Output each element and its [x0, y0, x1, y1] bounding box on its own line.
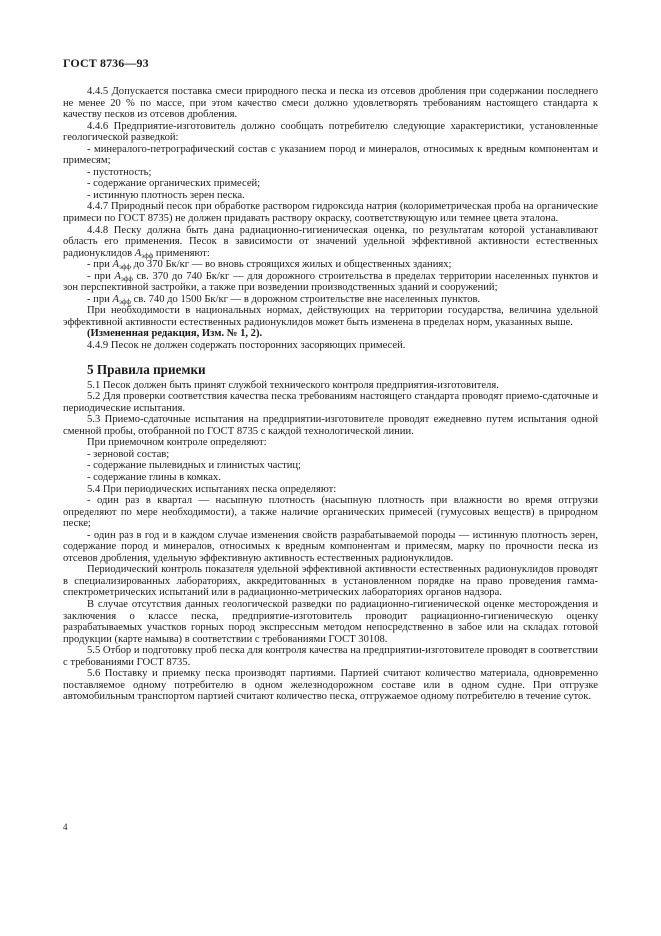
- paragraph-4-4-8-note: При необходимости в национальных нормах, действующих на территории государства, величина удельной эффективной активности естественных радионуклидов может быть изменена в пределах норм, указанных выше.: [63, 305, 598, 328]
- list-item: - содержание глины в комках.: [87, 471, 221, 483]
- paragraph-4-4-5: 4.4.5 Допускается поставка смеси природного песка и песка из отсевов дробления при содержании последнего не менее 20 % по массе, при этом качество смеси должно удовлетворять требованиям настоящего стандарта к качеству песков из отсевов дробления.: [63, 86, 598, 121]
- activity-symbol: A: [134, 247, 142, 259]
- list-item: - минералого-петрографический состав с указанием пород и минералов, относимых к вредным компонентам и примесям;: [63, 143, 598, 167]
- paragraph-5-5: 5.5 Отбор и подготовку проб песка для контроля качества на предприятии-изготовителе проводят в соответствии с требованиями ГОСТ 8735.: [63, 645, 598, 668]
- paragraph-5-4-periodic: Периодический контроль показателя удельной эффективной активности естественных радионуклидов проводят в специализированных лабораториях, аккредитованных в установленном порядке на право проведения гамма-спектрометрических испытаний или в радиационно-метрических лабораториях органов надзора.: [63, 564, 598, 599]
- paragraph-4-4-7: 4.4.7 Природный песок при обработке раствором гидроксида натрия (колориметрическая проба на органические примеси по ГОСТ 8735) не должен придавать раствору окраску, соответствующую или темнее цвета эталона.: [63, 201, 598, 225]
- list-item: - зерновой состав;: [87, 448, 170, 460]
- document-body: [63, 86, 598, 703]
- list-item: - при $A_{эфф}$ св. 370 до 740 Бк/кг — для дорожного строительства в пределах территории населенных пунктов и зон перспективной застройки, а также при возведении производственных зданий и сооружений;: [63, 270, 598, 294]
- paragraph-4-4-9: 4.4.9 Песок не должен содержать посторонних засоряющих примесей.: [87, 340, 406, 352]
- paragraph-5-4: 5.4 При периодических испытаниях песка определяют:: [87, 483, 337, 495]
- list-item: - один раз в год и в каждом случае изменения свойств разрабатываемой породы — истинную плотность зерен, содержание пород и минералов, относимых к вредным компонентам и примесям, марку по прочности песка из отсевов дробления, удельную эффективную активность естественных радионуклидов.: [63, 529, 598, 564]
- paragraph-5-3-lead: При приемочном контроле определяют:: [87, 437, 267, 449]
- list-item: - один раз в квартал — насыпную плотность (насыпную плотность при влажности во время отгрузки определяют по мере необходимости), а также наличие органических примесей (гумусовых веществ) в природном песке;: [63, 495, 598, 530]
- paragraph-5-6: 5.6 Поставку и приемку песка производят партиями. Партией считают количество материала, одновременно поставляемое одному потребителю в одном железнодорожном составе или в одном судне. При отгрузке автомобильным транспортом партией считают количество песка, отгружаемое одному потребителю в течение суток.: [63, 668, 598, 703]
- document-header: ГОСТ 8736—93: [63, 56, 149, 70]
- list-item: - при $A_{эфф}$ до 370 Бк/кг — во вновь строящихся жилых и общественных зданиях;: [87, 259, 452, 272]
- paragraph-4-4-6: 4.4.6 Предприятие-изготовитель должно сообщать потребителю следующие характеристики, установленные геологической разведкой:: [63, 120, 598, 144]
- paragraph-4-4-8: 4.4.8 Песку должна быть дана радиационно-гигиеническая оценка, по результатам которой устанавливают область его применения. Песок в зависимости от значений удельной эффективной активности естественных радионуклидов $A_{эфф}$ применяют:: [63, 224, 598, 260]
- paragraph-5-1: 5.1 Песок должен быть принят службой технического контроля предприятия-изготовителя.: [87, 379, 499, 391]
- paragraph-5-2: 5.2 Для проверки соответствия качества песка требованиям настоящего стандарта проводят приемо-сдаточные и периодические испытания.: [63, 391, 598, 414]
- paragraph-5-3: 5.3 Приемо-сдаточные испытания на предприятии-изготовителе проводят ежедневно путем испытания одной сменной пробы, отобранной по ГОСТ 8735 с каждой технологической линии.: [63, 414, 598, 437]
- list-item: - истинную плотность зерен песка.: [87, 189, 245, 201]
- paragraph-5-4-absence: В случае отсутствия данных геологической разведки по радиационно-гигиенической оценке месторождения и заключения о классе песка, предприятие-изготовитель проводит рациационно-гигиеническую оценку разрабатываемых участков горных пород экспрессным методом непосредственно в забое или на складах готовой продукции (карте намыва) в соответствии с требованиями ГОСТ 30108.: [63, 598, 598, 645]
- list-item: - пустотность;: [87, 166, 152, 178]
- list-item: - содержание органических примесей;: [87, 178, 261, 190]
- page-number: 4: [63, 822, 68, 832]
- section-title: 5 Правила приемки: [87, 361, 206, 377]
- list-item: - при $A_{эфф}$ св. 740 до 1500 Бк/кг — в дорожном строительстве вне населенных пунктов.: [87, 293, 481, 306]
- amendment-note: (Измененная редакция, Изм. № 1, 2).: [87, 328, 263, 340]
- list-item: - содержание пылевидных и глинистых частиц;: [87, 460, 301, 472]
